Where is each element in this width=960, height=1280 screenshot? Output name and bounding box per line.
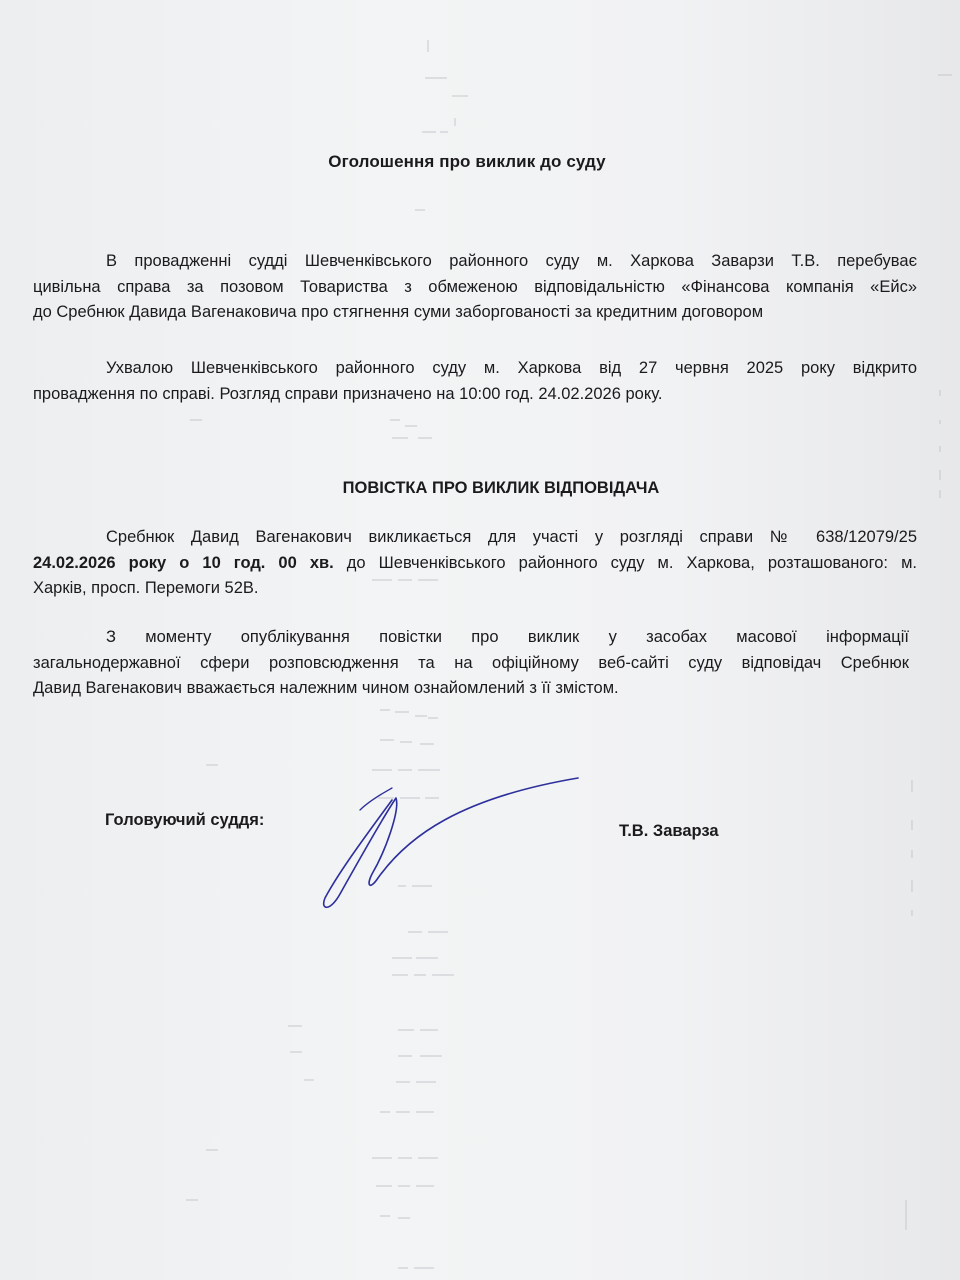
document-title: Оголошення про виклик до суду (328, 152, 606, 171)
paragraph-ruling (33, 356, 917, 407)
paragraph-line: до Сребнюк Давида Вагенаковича про стягнення суми заборгованості за кредитним договором (33, 303, 764, 321)
paragraph-line: З моменту опублікування повістки про виклик у засобах масової інформації (106, 628, 909, 646)
summons-subtitle: ПОВІСТКА ПРО ВИКЛИК ВІДПОВІДАЧА (342, 479, 660, 497)
paragraph-line: Ухвалою Шевченківського районного суду м. Харкова від 27 червня 2025 року відкрито (106, 359, 917, 377)
paragraph-line: загальнодержавної сфери розповсюдження та на офіційному веб-сайті суду відповідач Сребнюк (33, 653, 909, 672)
paragraph-summons (33, 525, 917, 602)
hearing-datetime: 24.02.2026 року о 10 год. 00 хв. (33, 553, 334, 572)
paragraph-publication-notice (33, 625, 909, 702)
paragraph-line: 24.02.2026 року о 10 год. 00 хв. до Шевченківського районного суду м. Харкова, розташованого: м. (33, 553, 917, 572)
paragraph-line: Давид Вагенакович вважається належним чином ознайомлений з її змістом. (33, 679, 619, 697)
paragraph-line: В провадженні судді Шевченківського районного суду м. Харкова Заварзи Т.В. перебуває (106, 252, 917, 270)
judge-name: Т.В. Заварза (619, 822, 719, 840)
paragraph-line: провадження по справі. Розгляд справи призначено на 10:00 год. 24.02.2026 року. (33, 384, 663, 403)
paragraph-line: цивільна справа за позовом Товариства з обмеженою відповідальністю «Фінансова компанія «Ейс» (33, 277, 917, 296)
paragraph-line: Харків, просп. Перемоги 52В. (33, 579, 259, 597)
handwritten-signature (300, 770, 590, 920)
presiding-judge-label: Головуючий суддя: (105, 811, 265, 829)
paragraph-line: Сребнюк Давид Вагенакович викликається для участі у розгляді справи № 638/12079/25 (106, 528, 917, 546)
paragraph-case-info (33, 249, 917, 326)
